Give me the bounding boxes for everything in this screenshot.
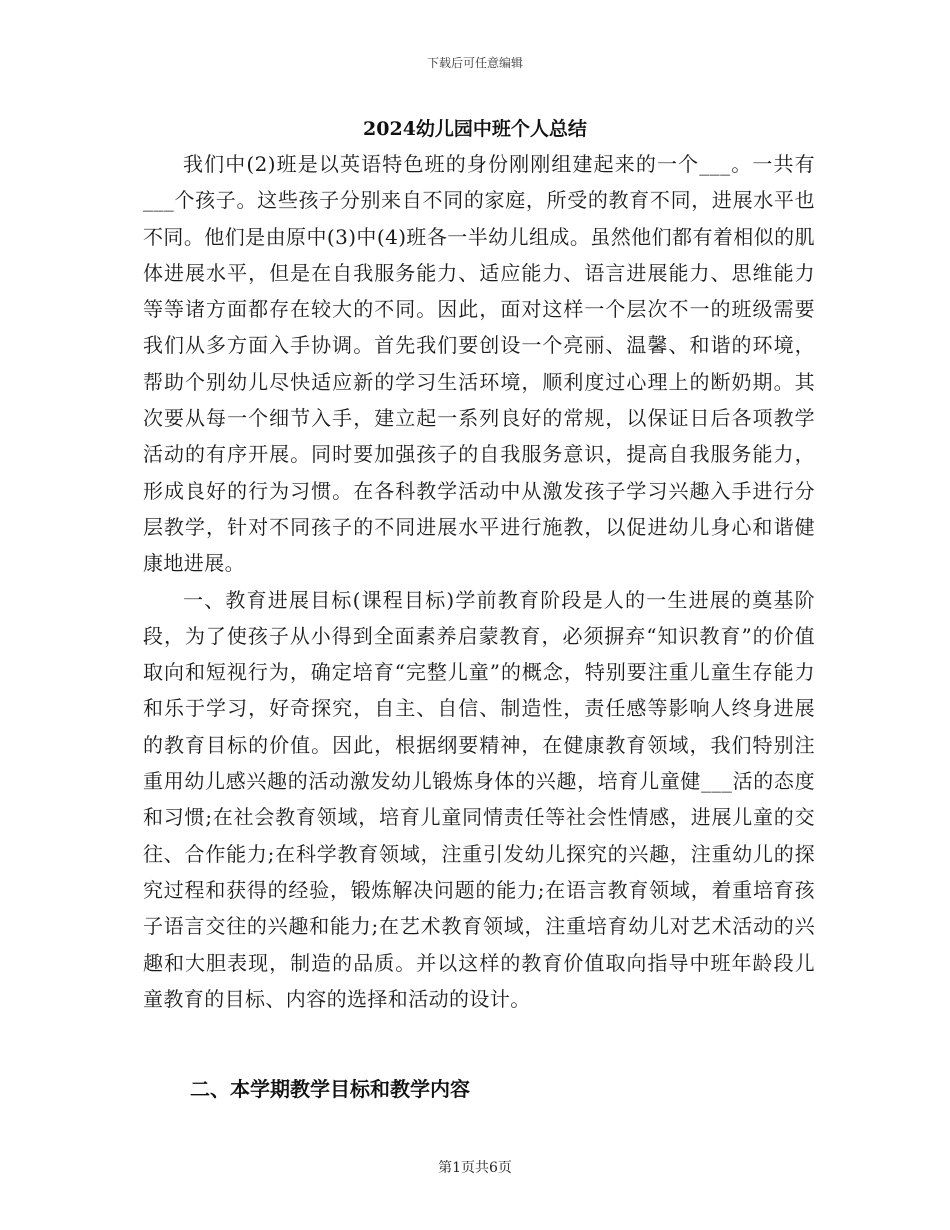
document-title: 2024幼儿园中班个人总结 [363,118,587,140]
section-heading: 二、本学期教学目标和教学内容 [190,1077,470,1101]
header-note: 下载后可任意编辑 [426,56,523,70]
paragraph-education-goals: 一、教育进展目标(课程目标)学前教育阶段是人的一生进展的奠基阶段，为了使孩子从小得到全面素养启蒙教育，必须摒弃“知识教育”的价值取向和短视行为，确定培育“完整儿童”的概念，特别要注重儿童生存能力和乐于学习，好奇探究，自主、自信、制造性，责任感等影响人终身进展的教育目标的价值。因此，根据纲要精神，在健康教育领域，我们特别注重用幼儿感兴趣的活动激发幼儿锻炼身体的兴趣，培育儿童健___活的态度和习惯;在社会教育领域，培育儿童同情责任等社会性情感，进展儿童的交往、合作能力;在科学教育领域，注重引发幼儿探究的兴趣，注重幼儿的探究过程和获得的经验，锻炼解决问题的能力;在语言教育领域，着重培育孩子语言交往的兴趣和能力;在艺术教育领域，注重培育幼儿对艺术活动的兴趣和大胆表现，制造的品质。并以这样的教育价值取向指导中班年龄段儿童教育的目标、内容的选择和活动的设计。 [143,587,815,1011]
paragraph-intro: 我们中(2)班是以英语特色班的身份刚刚组建起来的一个___。一共有___个孩子。这些孩子分别来自不同的家庭，所受的教育不同，进展水平也不同。他们是由原中(3)中(4)班各一半幼儿组成。虽然他们都有着相似的肌体进展水平，但是在自我服务能力、适应能力、语言进展能力、思维能力等等诸方面都存在较大的不同。因此，面对这样一个层次不一的班级需要我们从多方面入手协调。首先我们要创设一个亮丽、温馨、和谐的环境，帮助个别幼儿尽快适应新的学习生活环境，顺利度过心理上的断奶期。其次要从每一个细节入手，建立起一系列良好的常规，以保证日后各项教学活动的有序开展。同时要加强孩子的自我服务意识，提高自我服务能力，形成良好的行为习惯。在各科教学活动中从激发孩子学习兴趣入手进行分层教学，针对不同孩子的不同进展水平进行施教，以促进幼儿身心和谐健康地进展。 [143,152,815,576]
page-number: 第1页共6页 [438,1160,512,1176]
document-body [143,146,815,1017]
